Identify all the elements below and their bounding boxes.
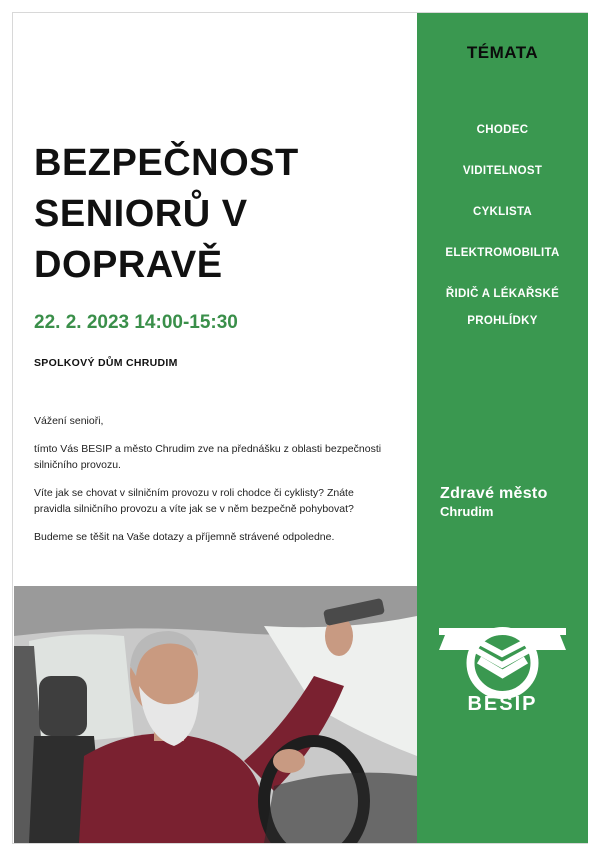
topics-panel xyxy=(417,13,588,586)
paragraph-2: Víte jak se chovat v silničním provozu v roli chodce či cyklisty? Znáte pravidla silničního provozu a víte jak se v něm bezpečně pohybovat? xyxy=(34,487,354,515)
event-venue: SPOLKOVÝ DŮM CHRUDIM xyxy=(34,357,178,369)
zdrave-mesto-line1: Zdravé město xyxy=(440,485,548,502)
poster-title xyxy=(34,138,414,291)
topic-item: ELEKTROMOBILITA xyxy=(445,247,560,259)
paragraph-1: tímto Vás BESIP a město Chrudim zve na přednášku z oblasti bezpečnosti silničního provozu. xyxy=(34,443,382,471)
zdrave-mesto-logo xyxy=(440,485,548,519)
topic-item: PROHLÍDKY xyxy=(467,315,538,327)
besip-logo-text: BESIP xyxy=(467,693,538,715)
topics-heading: TÉMATA xyxy=(466,43,539,62)
topic-item: VIDITELNOST xyxy=(462,165,543,177)
paragraph-3: Budeme se těšit na Vaše dotazy a příjemně strávené odpoledne. xyxy=(34,531,335,543)
topic-item: CHODEC xyxy=(476,124,529,136)
event-datetime: 22. 2. 2023 14:00-15:30 xyxy=(34,312,238,333)
title-line-3: DOPRAVĚ xyxy=(34,244,223,286)
senior-driver-photo xyxy=(14,586,417,843)
topics-list xyxy=(417,123,588,329)
invitation-text xyxy=(34,413,384,557)
zdrave-mesto-line2: Chrudim xyxy=(440,504,494,519)
topic-item: ŘIDIČ A LÉKAŘSKÉ xyxy=(445,288,560,300)
main-content xyxy=(14,13,417,586)
title-line-2: SENIORŮ V xyxy=(34,193,248,235)
greeting: Vážení senioři, xyxy=(34,415,104,427)
senior-driver-illustration xyxy=(14,586,417,843)
topic-item: CYKLISTA xyxy=(472,206,533,218)
title-line-1: BEZPEČNOST xyxy=(34,142,299,184)
besip-logo-panel xyxy=(417,586,588,843)
